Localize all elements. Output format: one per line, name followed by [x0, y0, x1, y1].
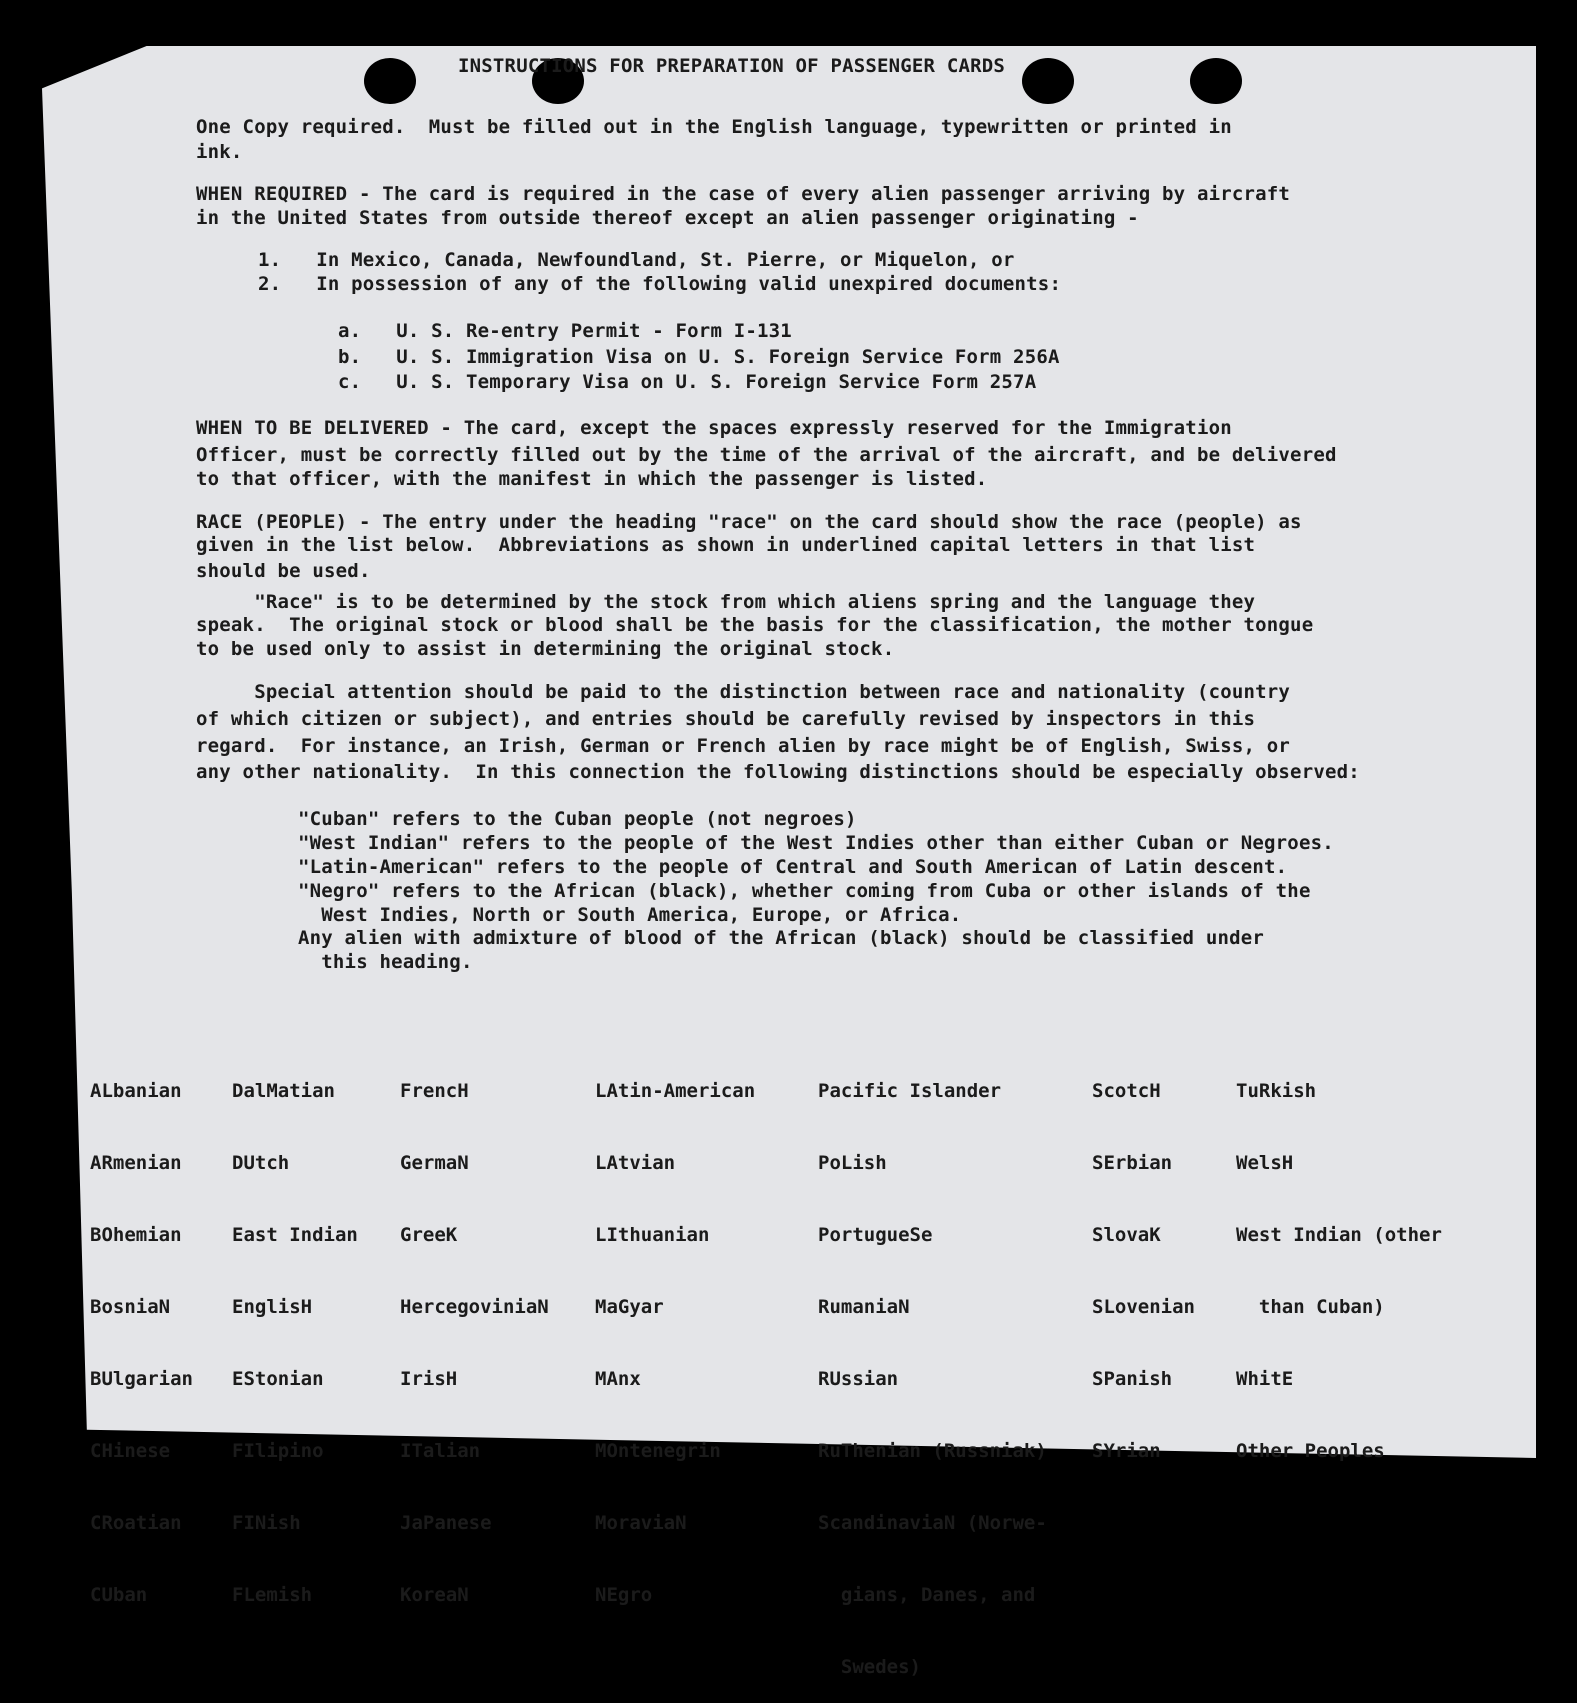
special-line-4: any other nationality. In this connection the following distinctions should be especially observed: — [196, 761, 1360, 783]
race-item: FrencH — [400, 1080, 469, 1102]
race-item: LAtin-American — [595, 1080, 756, 1102]
distinction-1: "Cuban" refers to the Cuban people (not negroes) — [298, 808, 857, 830]
race-item: Other Peoples — [1236, 1440, 1385, 1462]
race-line-3: should be used. — [196, 560, 371, 582]
race-item: ARmenian — [90, 1152, 182, 1174]
punch-hole-3 — [1022, 58, 1074, 104]
race-item: than Cuban) — [1236, 1296, 1385, 1318]
race-item: gians, Danes, and — [818, 1584, 1036, 1606]
race-item: FLemish — [232, 1584, 313, 1606]
race-list-column-4 — [595, 1031, 755, 1631]
race-item: NEgro — [595, 1584, 653, 1606]
document-c: c. U. S. Temporary Visa on U. S. Foreign Service Form 257A — [338, 371, 1037, 393]
race-item: EStonian — [232, 1368, 324, 1390]
special-line-2: of which citizen or subject), and entries should be carefully revised by inspectors in this — [196, 708, 1256, 730]
distinction-3: "Latin-American" refers to the people of Central and South American of Latin descent. — [298, 856, 1288, 878]
punch-hole-1 — [364, 58, 416, 104]
race-item: LIthuanian — [595, 1224, 710, 1246]
race-item: IrisH — [400, 1368, 458, 1390]
race-item: JaPanese — [400, 1512, 492, 1534]
race-item: WelsH — [1236, 1152, 1294, 1174]
condition-1: 1. In Mexico, Canada, Newfoundland, St. Pierre, or Miquelon, or — [258, 249, 1015, 271]
race-item: ScotcH — [1092, 1080, 1161, 1102]
race-item: CRoatian — [90, 1512, 182, 1534]
race-item: RuThenian (Russniak) — [818, 1440, 1047, 1462]
race-item: GreeK — [400, 1224, 458, 1246]
race-item: East Indian — [232, 1224, 358, 1246]
race-item: SErbian — [1092, 1152, 1173, 1174]
race-line-1: RACE (PEOPLE) - The entry under the heading "race" on the card should show the race (people) as — [196, 511, 1302, 533]
race-list-column-1 — [90, 1031, 193, 1631]
document-b: b. U. S. Immigration Visa on U. S. Foreign Service Form 256A — [338, 346, 1060, 368]
race-item: MOntenegrin — [595, 1440, 721, 1462]
race-item: TuRkish — [1236, 1080, 1317, 1102]
race-item: RUssian — [818, 1368, 899, 1390]
when-required-line-1: WHEN REQUIRED - The card is required in the case of every alien passenger arriving by aircraft — [196, 183, 1291, 205]
race-item: LAtvian — [595, 1152, 676, 1174]
race-line-5: speak. The original stock or blood shall be the basis for the classification, the mother tongue — [196, 614, 1314, 636]
distinction-5: West Indies, North or South America, Europe, or Africa. — [298, 904, 962, 926]
when-delivered-line-3: to that officer, with the manifest in which the passenger is listed. — [196, 468, 988, 490]
race-item: KoreaN — [400, 1584, 469, 1606]
race-item: MaGyar — [595, 1296, 664, 1318]
race-item: WhitE — [1236, 1368, 1294, 1390]
race-item: CUban — [90, 1584, 148, 1606]
race-item: West Indian (other — [1236, 1224, 1442, 1246]
distinction-2: "West Indian" refers to the people of the West Indies other than either Cuban or Negroes. — [298, 832, 1334, 854]
condition-2: 2. In possession of any of the following valid unexpired documents: — [258, 273, 1062, 295]
page-title: INSTRUCTIONS FOR PREPARATION OF PASSENGER CARDS — [458, 55, 1006, 77]
race-list-column-2 — [232, 1031, 358, 1631]
race-item: MoraviaN — [595, 1512, 687, 1534]
race-item: EnglisH — [232, 1296, 313, 1318]
distinction-6: Any alien with admixture of blood of the African (black) should be classified under — [298, 927, 1265, 949]
race-item: RumaniaN — [818, 1296, 910, 1318]
race-item: PoLish — [818, 1152, 887, 1174]
race-item: ITalian — [400, 1440, 481, 1462]
race-item: BOhemian — [90, 1224, 182, 1246]
when-delivered-line-2: Officer, must be correctly filled out by the time of the arrival of the aircraft, and be delivered — [196, 444, 1337, 466]
race-item: SlovaK — [1092, 1224, 1161, 1246]
race-item: BosniaN — [90, 1296, 171, 1318]
special-line-3: regard. For instance, an Irish, German or French alien by race might be of English, Swiss, or — [196, 735, 1291, 757]
race-line-2: given in the list below. Abbreviations as shown in underlined capital letters in that list — [196, 534, 1256, 556]
when-required-line-2: in the United States from outside thereof except an alien passenger originating - — [196, 207, 1139, 229]
punch-hole-4 — [1190, 58, 1242, 104]
race-list-column-5 — [818, 1031, 1047, 1703]
race-item: FIlipino — [232, 1440, 324, 1462]
race-item: ScandinaviaN (Norwe- — [818, 1512, 1047, 1534]
distinction-4: "Negro" refers to the African (black), whether coming from Cuba or other islands of the — [298, 880, 1311, 902]
race-item: SPanish — [1092, 1368, 1173, 1390]
race-item: MAnx — [595, 1368, 641, 1390]
intro-line-2: ink. — [196, 141, 243, 163]
race-item: FINish — [232, 1512, 301, 1534]
race-list-column-6 — [1092, 1031, 1195, 1487]
race-item: DalMatian — [232, 1080, 335, 1102]
race-item: PortugueSe — [818, 1224, 933, 1246]
race-list-column-7 — [1236, 1031, 1442, 1487]
race-item: ALbanian — [90, 1080, 182, 1102]
race-list-column-3 — [400, 1031, 549, 1631]
race-item: HercegoviniaN — [400, 1296, 549, 1318]
race-item: BUlgarian — [90, 1368, 193, 1390]
intro-line-1: One Copy required. Must be filled out in the English language, typewritten or printed in — [196, 116, 1232, 138]
distinction-7: this heading. — [298, 951, 473, 973]
race-line-6: to be used only to assist in determining the original stock. — [196, 638, 895, 660]
race-item: GermaN — [400, 1152, 469, 1174]
document-a: a. U. S. Re-entry Permit - Form I-131 — [338, 320, 792, 342]
race-line-4: "Race" is to be determined by the stock from which aliens spring and the language they — [196, 591, 1256, 613]
special-line-1: Special attention should be paid to the distinction between race and nationality (country — [196, 681, 1291, 703]
when-delivered-line-1: WHEN TO BE DELIVERED - The card, except the spaces expressly reserved for the Immigration — [196, 417, 1232, 439]
race-item: Swedes) — [818, 1656, 921, 1678]
race-item: DUtch — [232, 1152, 290, 1174]
race-item: CHinese — [90, 1440, 171, 1462]
race-item: Pacific Islander — [818, 1080, 1002, 1102]
race-item: SYrian — [1092, 1440, 1161, 1462]
race-item: SLovenian — [1092, 1296, 1195, 1318]
